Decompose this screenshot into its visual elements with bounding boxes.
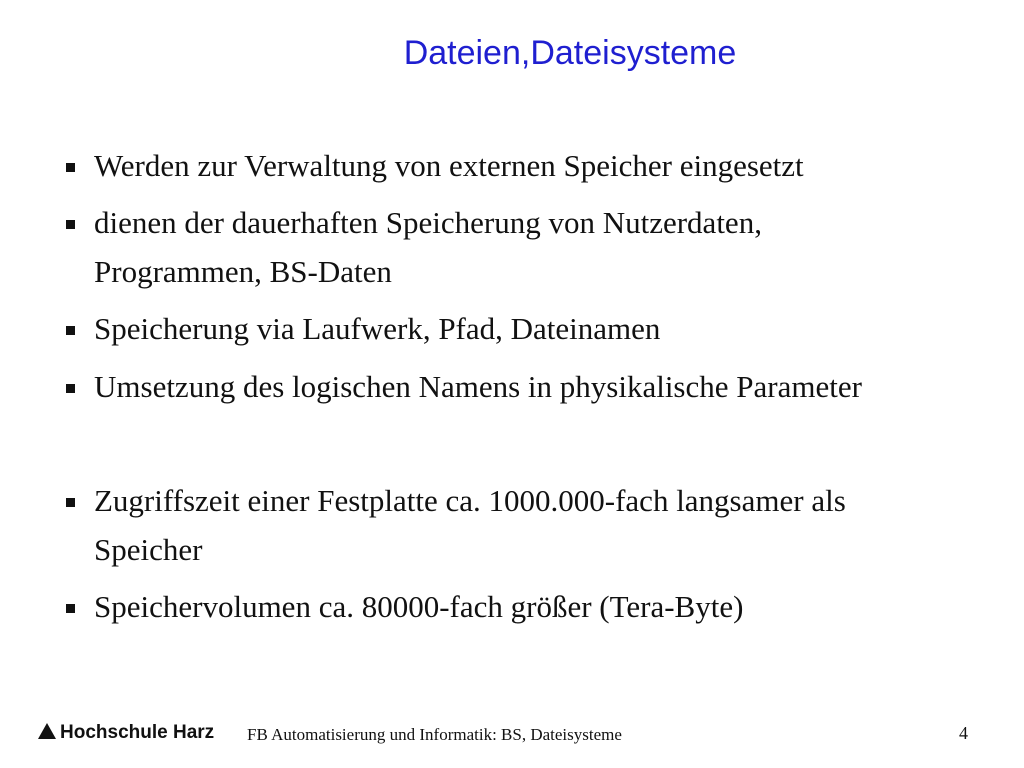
bullet-marker: [66, 604, 75, 613]
bullet-text-continuation: Speicher: [94, 532, 203, 567]
bullet-marker: [66, 163, 75, 172]
bullet-text-continuation: Programmen, BS-Daten: [94, 254, 392, 289]
logo-text: Hochschule Harz: [60, 722, 215, 743]
bullet-marker: [66, 220, 75, 229]
bullet-text: Umsetzung des logischen Namens in physikalische Parameter: [94, 369, 862, 404]
bullet-marker: [66, 384, 75, 393]
bullet-text: dienen der dauerhaften Speicherung von Nutzerdaten,: [94, 205, 762, 240]
page-number: 4: [959, 723, 968, 743]
bullet-text: Speicherung via Laufwerk, Pfad, Dateinamen: [94, 311, 661, 346]
footer-text: FB Automatisierung und Informatik: BS, Dateisysteme: [247, 725, 622, 744]
bullet-text: Zugriffszeit einer Festplatte ca. 1000.000-fach langsamer als: [94, 483, 846, 518]
bullet-text: Werden zur Verwaltung von externen Speicher eingesetzt: [94, 148, 804, 183]
hochschule-harz-logo: [38, 722, 214, 744]
bullet-marker: [66, 498, 75, 507]
bullet-text: Speichervolumen ca. 80000-fach größer (Tera-Byte): [94, 589, 744, 624]
bullet-marker: [66, 326, 75, 335]
triangle-logo-icon: [38, 723, 56, 739]
slide-title: Dateien,Dateisysteme: [403, 34, 737, 72]
